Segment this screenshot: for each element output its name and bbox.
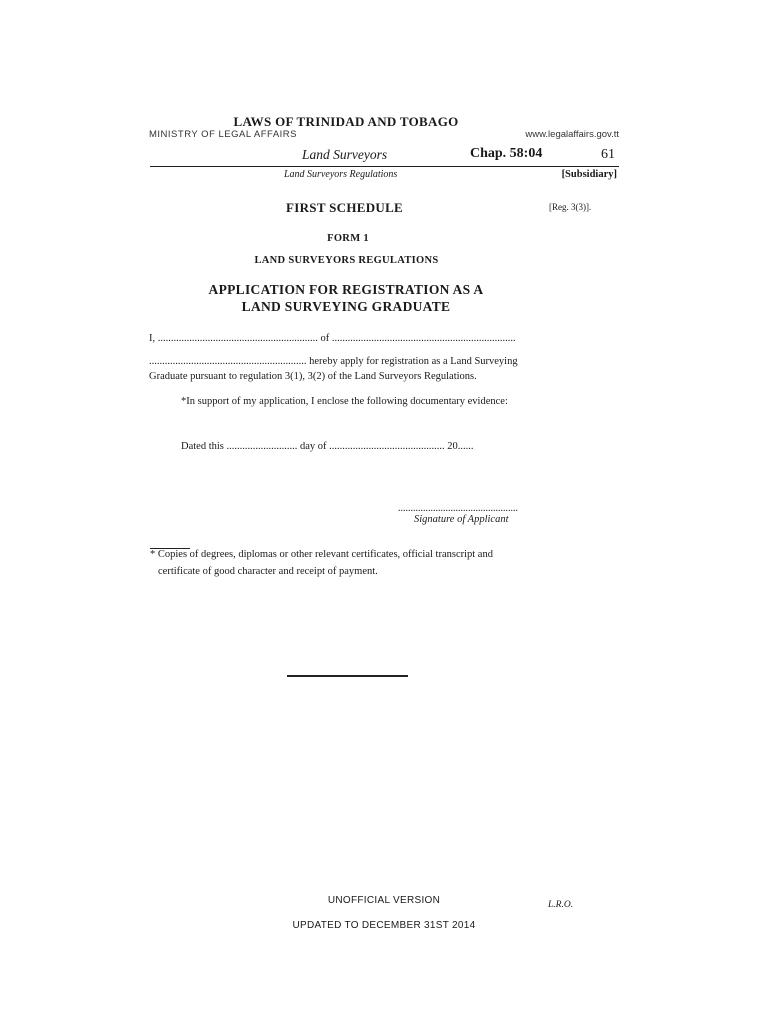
unofficial-version-label: UNOFFICIAL VERSION [327, 895, 441, 906]
footnote-line1: * Copies of degrees, diplomas or other relevant certificates, official transcript and [150, 549, 493, 560]
subsidiary-label: [Subsidiary] [561, 169, 617, 180]
footnote-line2: certificate of good character and receipt of payment. [158, 566, 378, 577]
page-number: 61 [601, 147, 615, 162]
laws-title: LAWS OF TRINIDAD AND TOBAGO [233, 114, 459, 129]
supporting-evidence-line: *In support of my application, I enclose the following documentary evidence: [181, 396, 508, 407]
updated-date-label: UPDATED TO DECEMBER 31ST 2014 [292, 920, 476, 931]
website-url: www.legalaffairs.gov.tt [525, 129, 619, 140]
signature-line: ................................................ [398, 503, 518, 514]
schedule-title: FIRST SCHEDULE [286, 200, 404, 215]
application-title-line2: LAND SURVEYING GRADUATE [241, 299, 451, 314]
act-title: Land Surveyors [302, 147, 388, 162]
ministry-label: MINISTRY OF LEGAL AFFAIRS [149, 129, 298, 140]
form-number: FORM 1 [327, 233, 369, 244]
application-title-line1: APPLICATION FOR REGISTRATION AS A [208, 282, 484, 297]
applicant-line: I, ............................................................. of ...................................................................... [149, 333, 516, 344]
graduate-regulation-line: Graduate pursuant to regulation 3(1), 3(2) of the Land Surveyors Regulations. [149, 371, 477, 382]
dated-line: Dated this ........................... day of ............................................ 20...... [181, 441, 474, 452]
header-divider [150, 166, 619, 167]
regulation-reference: [Reg. 3(3)]. [549, 202, 592, 212]
end-of-form-divider [287, 675, 408, 677]
application-statement-line: ............................................................ hereby apply for registration as a Land Surveying [149, 356, 518, 367]
form-regulations-title: LAND SURVEYORS REGULATIONS [254, 255, 439, 266]
chapter-number: Chap. 58:04 [470, 146, 543, 161]
lro-mark: L.R.O. [548, 900, 574, 910]
regulations-name: Land Surveyors Regulations [284, 169, 398, 180]
signature-label: Signature of Applicant [414, 514, 509, 525]
